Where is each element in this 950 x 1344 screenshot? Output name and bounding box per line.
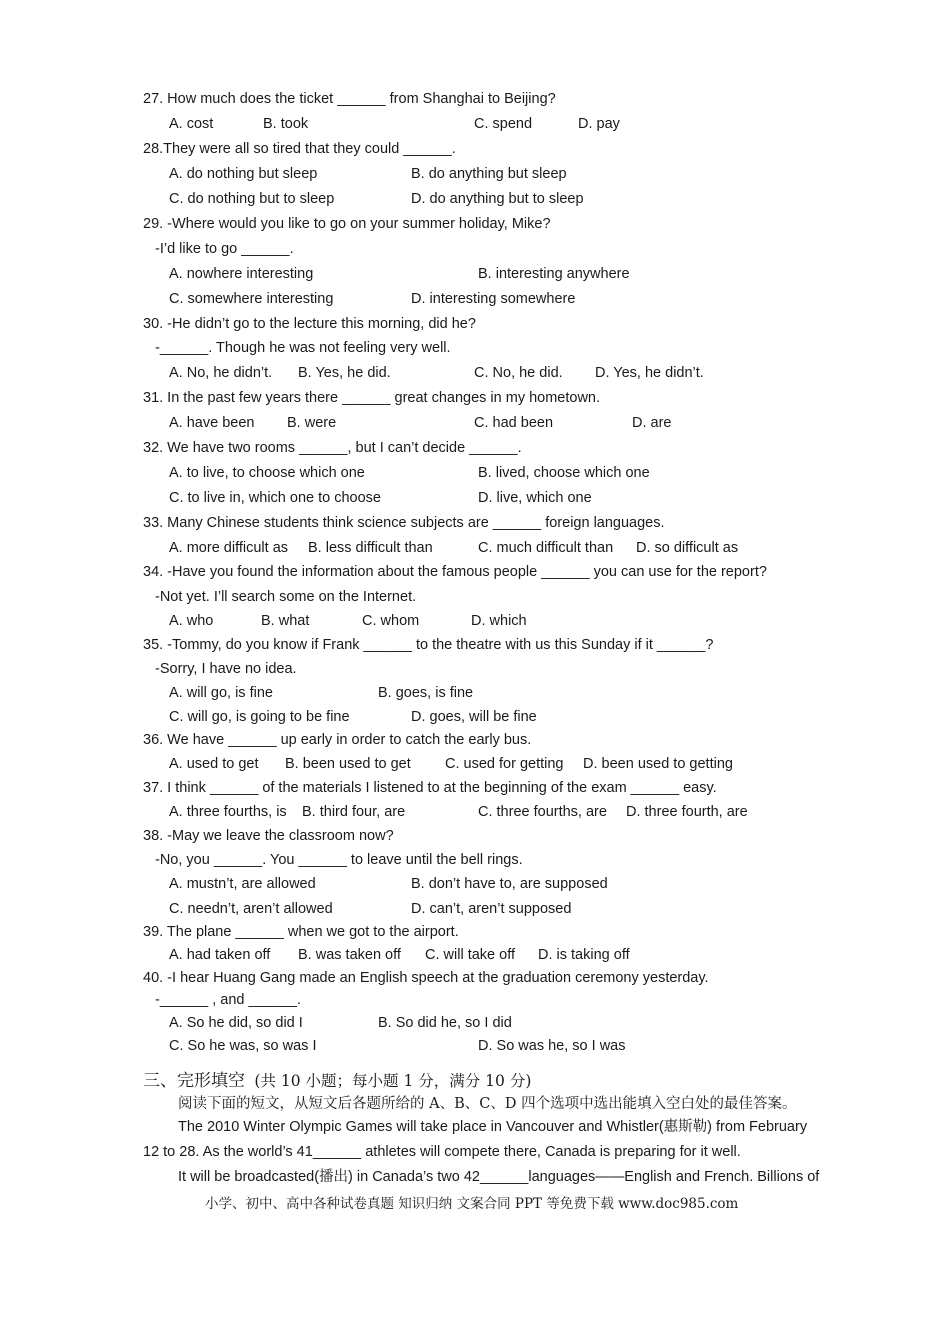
q28-option-b: B. do anything but sleep xyxy=(411,166,567,182)
q39-option-d: D. is taking off xyxy=(538,947,630,963)
q29-stem: 29. -Where would you like to go on your summer holiday, Mike? xyxy=(143,216,551,232)
q30-reply: -______. Though he was not feeling very well. xyxy=(155,340,451,356)
section-points: (共 10 小题；每小题 1 分，满分 10 分) xyxy=(254,1072,532,1090)
q37-option-c: C. three fourths, are xyxy=(478,804,607,820)
q36-option-d: D. been used to getting xyxy=(583,756,733,772)
q29-option-b: B. interesting anywhere xyxy=(478,266,630,282)
q30-option-c: C. No, he did. xyxy=(474,365,563,381)
q35-option-a: A. will go, is fine xyxy=(169,685,273,701)
q40-reply: -______ , and ______. xyxy=(155,992,301,1008)
q38-option-a: A. mustn’t, are allowed xyxy=(169,876,316,892)
q29-reply: -I’d like to go ______. xyxy=(155,241,294,257)
q34-option-a: A. who xyxy=(169,613,214,629)
q35-option-c: C. will go, is going to be fine xyxy=(169,709,350,725)
passage-line-3: It will be broadcasted(播出) in Canada’s two 42______languages——English and French. Billions of xyxy=(178,1169,820,1185)
q31-option-b: B. were xyxy=(287,415,337,431)
passage-line-2: 12 to 28. As the world’s 41______ athletes will compete there, Canada is preparing for it well. xyxy=(143,1144,741,1160)
q28-option-c: C. do nothing but to sleep xyxy=(169,191,335,207)
q32-option-d: D. live, which one xyxy=(478,490,592,506)
q39-option-c: C. will take off xyxy=(425,947,515,963)
q32-option-a: A. to live, to choose which one xyxy=(169,465,365,481)
q38-reply: -No, you ______. You ______ to leave until the bell rings. xyxy=(155,852,523,868)
q38-stem: 38. -May we leave the classroom now? xyxy=(143,828,394,844)
q40-option-b: B. So did he, so I did xyxy=(378,1015,512,1031)
q40-option-a: A. So he did, so did I xyxy=(169,1015,303,1031)
section-heading: 三、完形填空 xyxy=(143,1071,245,1091)
q27-stem: 27. How much does the ticket ______ from Shanghai to Beijing? xyxy=(143,91,556,107)
q37-stem: 37. I think ______ of the materials I listened to at the beginning of the exam ______ easy. xyxy=(143,780,717,796)
q28-option-d: D. do anything but to sleep xyxy=(411,191,584,207)
q37-option-a: A. three fourths, is xyxy=(169,804,287,820)
q40-option-d: D. So was he, so I was xyxy=(478,1038,626,1054)
passage-line-1: The 2010 Winter Olympic Games will take place in Vancouver and Whistler(惠斯勒) from February xyxy=(178,1119,808,1135)
q30-stem: 30. -He didn’t go to the lecture this morning, did he? xyxy=(143,316,476,332)
q39-option-b: B. was taken off xyxy=(298,947,401,963)
q35-option-b: B. goes, is fine xyxy=(378,685,474,701)
q36-stem: 36. We have ______ up early in order to catch the early bus. xyxy=(143,732,532,748)
q32-option-c: C. to live in, which one to choose xyxy=(169,490,381,506)
q31-option-d: D. are xyxy=(632,415,672,431)
q33-option-c: C. much difficult than xyxy=(478,540,614,556)
q35-reply: -Sorry, I have no idea. xyxy=(155,661,297,677)
q33-stem: 33. Many Chinese students think science subjects are ______ foreign languages. xyxy=(143,515,665,531)
q27-option-d: D. pay xyxy=(578,116,620,132)
footer-advertisement: 小学、初中、高中各种试卷真题 知识归纳 文案合同 PPT 等免费下载 www.doc985.com xyxy=(205,1196,739,1212)
q37-option-d: D. three fourth, are xyxy=(626,804,748,820)
q34-option-d: D. which xyxy=(471,613,527,629)
q29-option-d: D. interesting somewhere xyxy=(411,291,576,307)
section-instruction: 阅读下面的短文，从短文后各题所给的 A、B、C、D 四个选项中选出能填入空白处的最佳答案。 xyxy=(178,1096,797,1112)
q39-option-a: A. had taken off xyxy=(169,947,271,963)
q36-option-b: B. been used to get xyxy=(285,756,411,772)
q29-option-a: A. nowhere interesting xyxy=(169,266,314,282)
q29-option-c: C. somewhere interesting xyxy=(169,291,334,307)
q40-option-c: C. So he was, so was I xyxy=(169,1038,317,1054)
q37-option-b: B. third four, are xyxy=(302,804,406,820)
q38-option-d: D. can’t, aren’t supposed xyxy=(411,901,572,917)
q33-option-a: A. more difficult as xyxy=(169,540,289,556)
q32-stem: 32. We have two rooms ______, but I can’t decide ______. xyxy=(143,440,522,456)
q28-stem: 28.They were all so tired that they could ______. xyxy=(143,141,456,157)
q34-option-b: B. what xyxy=(261,613,310,629)
q35-stem: 35. -Tommy, do you know if Frank ______ to the theatre with us this Sunday if it ______? xyxy=(143,637,714,653)
q33-option-b: B. less difficult than xyxy=(308,540,433,556)
q34-stem: 34. -Have you found the information about the famous people ______ you can use for the report? xyxy=(143,564,767,580)
q35-option-d: D. goes, will be fine xyxy=(411,709,537,725)
q30-option-a: A. No, he didn’t. xyxy=(169,365,273,381)
q30-option-d: D. Yes, he didn’t. xyxy=(595,365,704,381)
q38-option-c: C. needn’t, aren’t allowed xyxy=(169,901,333,917)
q27-option-b: B. took xyxy=(263,116,309,132)
q40-stem: 40. -I hear Huang Gang made an English speech at the graduation ceremony yesterday. xyxy=(143,970,709,986)
q34-reply: -Not yet. I’ll search some on the Internet. xyxy=(155,589,417,605)
q27-option-a: A. cost xyxy=(169,116,214,132)
q31-option-c: C. had been xyxy=(474,415,554,431)
q32-option-b: B. lived, choose which one xyxy=(478,465,650,481)
q34-option-c: C. whom xyxy=(362,613,420,629)
q38-option-b: B. don’t have to, are supposed xyxy=(411,876,608,892)
q36-option-c: C. used for getting xyxy=(445,756,564,772)
q33-option-d: D. so difficult as xyxy=(636,540,739,556)
q31-stem: 31. In the past few years there ______ great changes in my hometown. xyxy=(143,390,601,406)
q30-option-b: B. Yes, he did. xyxy=(298,365,391,381)
q39-stem: 39. The plane ______ when we got to the airport. xyxy=(143,924,459,940)
q31-option-a: A. have been xyxy=(169,415,255,431)
q28-option-a: A. do nothing but sleep xyxy=(169,166,318,182)
q27-option-c: C. spend xyxy=(474,116,533,132)
q36-option-a: A. used to get xyxy=(169,756,259,772)
section-heading-row xyxy=(143,1066,531,1091)
